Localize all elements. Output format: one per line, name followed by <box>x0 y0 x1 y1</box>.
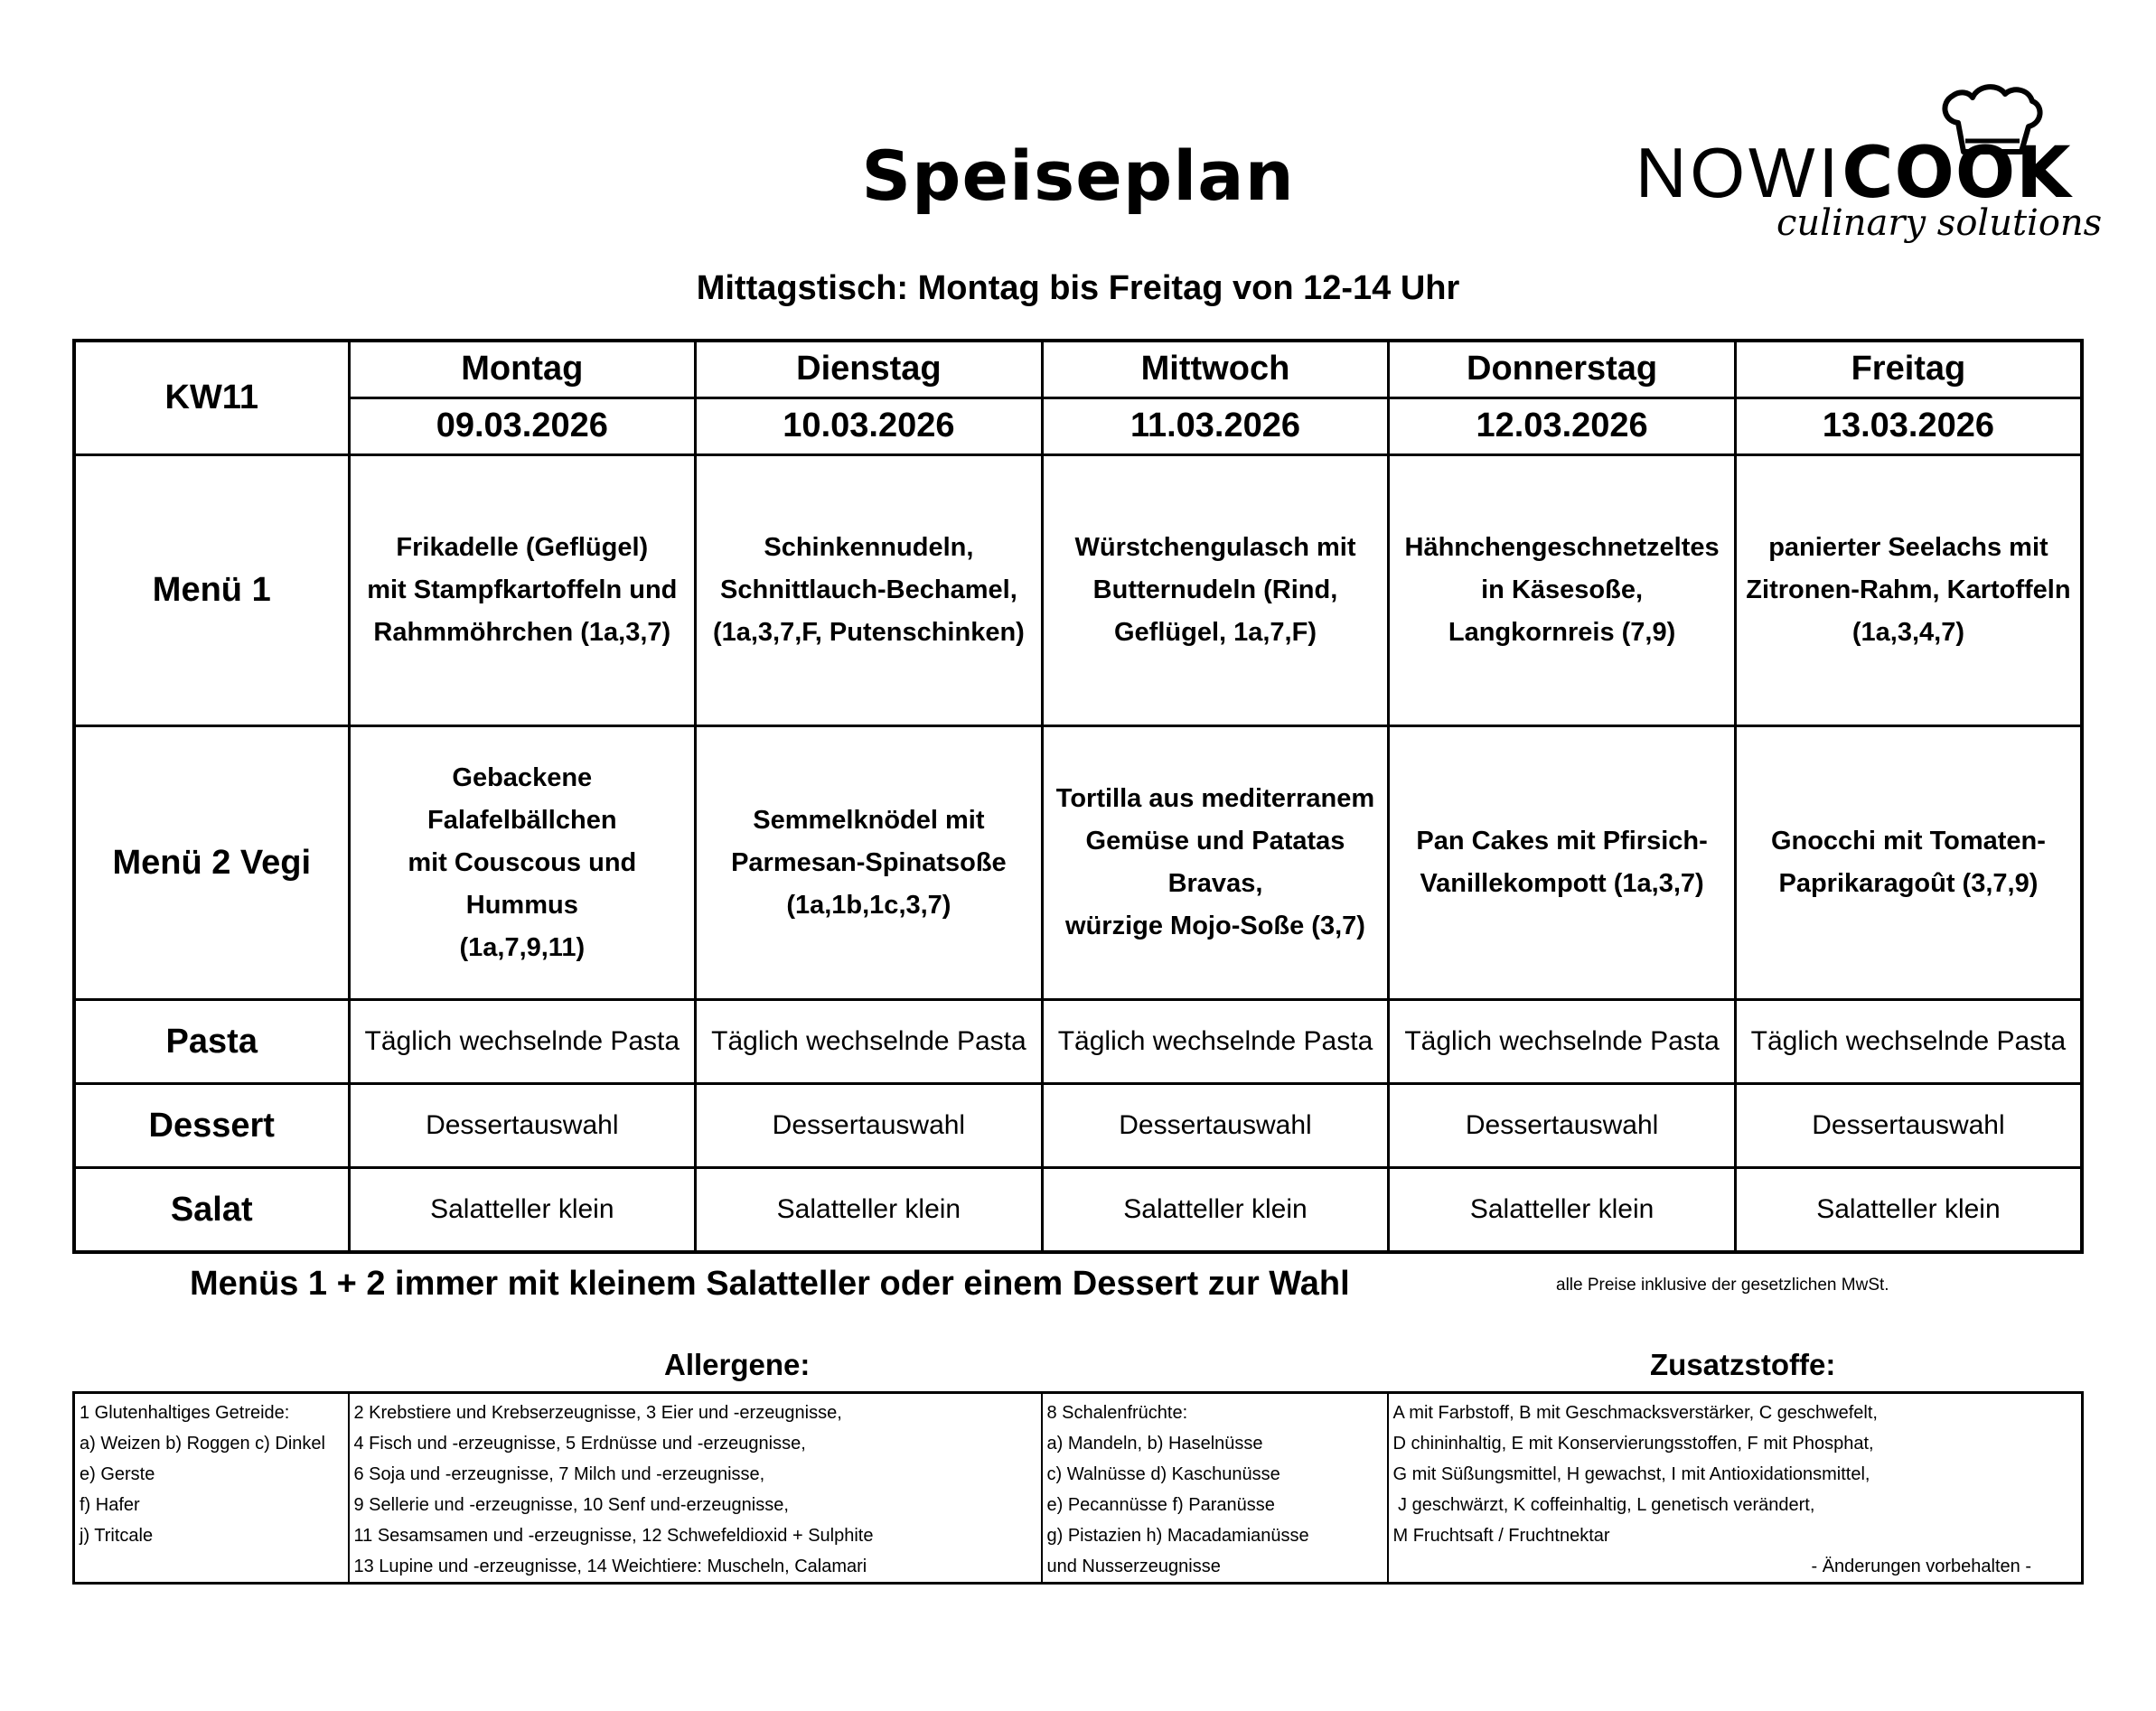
legend-line: e) Pecannüsse f) Paranüsse <box>1046 1495 1275 1515</box>
dish-cell <box>1389 454 1736 726</box>
legend-line: und Nusserzeugnisse <box>1046 1557 1221 1576</box>
dish-line: Geflügel, 1a,7,F) <box>1113 618 1317 648</box>
salad-row <box>74 1168 2082 1252</box>
dish-line: Paprikaragoût (3,7,9) <box>1778 869 2039 899</box>
dish-line: Parmesan-Spinatsoße <box>731 847 1007 877</box>
salad-cell: Salatteller klein <box>696 1168 1043 1252</box>
company-logo <box>1636 81 2103 262</box>
row-label-menu2: Menü 2 Vegi <box>74 726 349 1000</box>
salad-cell: Salatteller klein <box>1042 1168 1389 1252</box>
logo-tagline: culinary solutions <box>1776 202 2103 244</box>
day-date: 10.03.2026 <box>696 397 1043 454</box>
row-label-menu1: Menü 1 <box>74 454 349 726</box>
legend-nuts <box>1042 1393 1388 1584</box>
row-label-dessert: Dessert <box>74 1084 349 1168</box>
day-date: 13.03.2026 <box>1735 397 2082 454</box>
pasta-cell: Täglich wechselnde Pasta <box>349 999 696 1083</box>
dish-line: mit Couscous und Hummus <box>408 847 637 920</box>
day-name: Dienstag <box>696 341 1043 397</box>
dish-line: Tortilla aus mediterranem <box>1055 784 1375 814</box>
day-header-row <box>74 341 2082 397</box>
pasta-cell: Täglich wechselnde Pasta <box>1042 999 1389 1083</box>
day-name: Montag <box>349 341 696 397</box>
dish-line: Gebackene Falafelbällchen <box>427 762 617 835</box>
legend-line: G mit Süßungsmittel, H gewachst, I mit Antioxidationsmittel, <box>1392 1464 1870 1484</box>
legend-line: f) Hafer <box>80 1495 140 1515</box>
day-date: 09.03.2026 <box>349 397 696 454</box>
dessert-row <box>74 1084 2082 1168</box>
dish-line: Würstchengulasch mit <box>1074 533 1356 563</box>
dish-line: Schnittlauch-Bechamel, <box>720 575 1017 605</box>
opening-hours: Mittagstisch: Montag bis Freitag von 12-14 Uhr <box>696 269 1460 307</box>
dish-line: Vanillekompott (1a,3,7) <box>1420 869 1704 899</box>
salad-cell: Salatteller klein <box>1735 1168 2082 1252</box>
dish-cell <box>349 454 696 726</box>
legend-line: 6 Soja und -erzeugnisse, 7 Milch und -erzeugnisse, <box>353 1464 765 1484</box>
legend-allergens <box>349 1393 1042 1584</box>
dish-line: Schinkennudeln, <box>764 533 974 563</box>
dish-cell <box>696 726 1043 1000</box>
pasta-cell: Täglich wechselnde Pasta <box>1735 999 2082 1083</box>
dish-cell <box>349 726 696 1000</box>
dish-cell <box>1735 726 2082 1000</box>
dish-line: (1a,3,4,7) <box>1851 618 1964 648</box>
week-label: KW11 <box>74 341 349 454</box>
allergens-heading: Allergene: <box>664 1348 811 1381</box>
dish-line: (1a,1b,1c,3,7) <box>786 890 951 920</box>
menu-note: Menüs 1 + 2 immer mit kleinem Salatteller oder einem Dessert zur Wahl <box>190 1265 1350 1303</box>
logo-word-bold: COOK <box>1842 133 2072 214</box>
pasta-cell: Täglich wechselnde Pasta <box>1389 999 1736 1083</box>
salad-cell: Salatteller klein <box>349 1168 696 1252</box>
dish-line: Frikadelle (Geflügel) <box>396 533 649 563</box>
dessert-cell: Dessertauswahl <box>1042 1084 1389 1168</box>
legend-line: 9 Sellerie und -erzeugnisse, 10 Senf und-erzeugnisse, <box>353 1495 789 1515</box>
legend-line: j) Tritcale <box>80 1526 154 1546</box>
dish-line: Langkornreis (7,9) <box>1448 618 1676 648</box>
legend-line: e) Gerste <box>80 1464 155 1484</box>
dish-line: würzige Mojo-Soße (3,7) <box>1065 912 1365 941</box>
day-date: 12.03.2026 <box>1389 397 1736 454</box>
legend-line: A mit Farbstoff, B mit Geschmacksverstärker, C geschwefelt, <box>1392 1403 1878 1423</box>
dish-cell <box>1042 454 1389 726</box>
legend-line: 2 Krebstiere und Krebserzeugnisse, 3 Eier und -erzeugnisse, <box>353 1403 842 1423</box>
dish-line: Hähnchengeschnetzeltes <box>1404 533 1720 563</box>
legend-line: 1 Glutenhaltiges Getreide: <box>80 1403 290 1423</box>
dish-line: (1a,3,7,F, Putenschinken) <box>712 618 1025 648</box>
logo-wordmark <box>1636 133 2072 214</box>
logo-word-light: NOWI <box>1636 133 1842 212</box>
dish-line: Gemüse und Patatas Bravas, <box>1085 827 1345 899</box>
dish-line: in Käsesoße, <box>1481 575 1644 605</box>
legend-additives <box>1388 1393 2083 1584</box>
menu-table <box>72 339 2084 1254</box>
legend-line: D chininhaltig, E mit Konservierungsstoffen, F mit Phosphat, <box>1392 1434 1874 1454</box>
dish-cell <box>1042 726 1389 1000</box>
legend-line: M Fruchtsaft / Fruchtnektar <box>1392 1526 1610 1546</box>
legend-line: 8 Schalenfrüchte: <box>1046 1403 1188 1423</box>
day-name: Mittwoch <box>1042 341 1389 397</box>
legend-line: 11 Sesamsamen und -erzeugnisse, 12 Schwefeldioxid + Sulphite <box>353 1526 874 1546</box>
dessert-cell: Dessertauswahl <box>696 1084 1043 1168</box>
dish-line: Pan Cakes mit Pfirsich- <box>1416 827 1708 856</box>
dish-line: mit Stampfkartoffeln und <box>367 575 678 605</box>
day-name: Freitag <box>1735 341 2082 397</box>
dish-cell <box>1735 454 2082 726</box>
dish-line: Gnocchi mit Tomaten- <box>1770 827 2046 856</box>
dish-cell <box>1389 726 1736 1000</box>
dessert-cell: Dessertauswahl <box>1735 1084 2082 1168</box>
menu2-row <box>74 726 2082 1000</box>
row-label-salad: Salat <box>74 1168 349 1252</box>
legend-line: g) Pistazien h) Macadamianüsse <box>1046 1526 1309 1546</box>
dessert-cell: Dessertauswahl <box>1389 1084 1736 1168</box>
day-name: Donnerstag <box>1389 341 1736 397</box>
legend-line: J geschwärzt, K coffeinhaltig, L genetisch verändert, <box>1392 1495 1815 1515</box>
dish-line: (1a,7,9,11) <box>459 932 586 962</box>
legend-line: a) Weizen b) Roggen c) Dinkel <box>80 1434 325 1454</box>
dish-line: Zitronen-Rahm, Kartoffeln <box>1746 575 2071 605</box>
dish-cell <box>696 454 1043 726</box>
menu1-row <box>74 454 2082 726</box>
legend-table <box>72 1391 2084 1585</box>
dish-line: Butternudeln (Rind, <box>1092 575 1338 605</box>
changes-note: - Änderungen vorbehalten - <box>1811 1557 2031 1576</box>
dish-line: Semmelknödel mit <box>753 805 985 835</box>
legend-line: a) Mandeln, b) Haselnüsse <box>1046 1434 1263 1454</box>
pasta-row <box>74 999 2082 1083</box>
pasta-cell: Täglich wechselnde Pasta <box>696 999 1043 1083</box>
dish-line: Rahmmöhrchen (1a,3,7) <box>373 618 671 648</box>
legend-line: 13 Lupine und -erzeugnisse, 14 Weichtiere: Muscheln, Calamari <box>353 1557 867 1576</box>
additives-heading: Zusatzstoffe: <box>1650 1348 1836 1381</box>
legend-line: c) Walnüsse d) Kaschunüsse <box>1046 1464 1280 1484</box>
dessert-cell: Dessertauswahl <box>349 1084 696 1168</box>
page-title: Speiseplan <box>861 136 1295 216</box>
legend-cereals <box>74 1393 349 1584</box>
vat-note: alle Preise inklusive der gesetzlichen MwSt. <box>1556 1276 1889 1295</box>
date-row <box>74 397 2082 454</box>
row-label-pasta: Pasta <box>74 999 349 1083</box>
salad-cell: Salatteller klein <box>1389 1168 1736 1252</box>
day-date: 11.03.2026 <box>1042 397 1389 454</box>
dish-line: panierter Seelachs mit <box>1768 533 2048 563</box>
legend-line: 4 Fisch und -erzeugnisse, 5 Erdnüsse und -erzeugnisse, <box>353 1434 806 1454</box>
